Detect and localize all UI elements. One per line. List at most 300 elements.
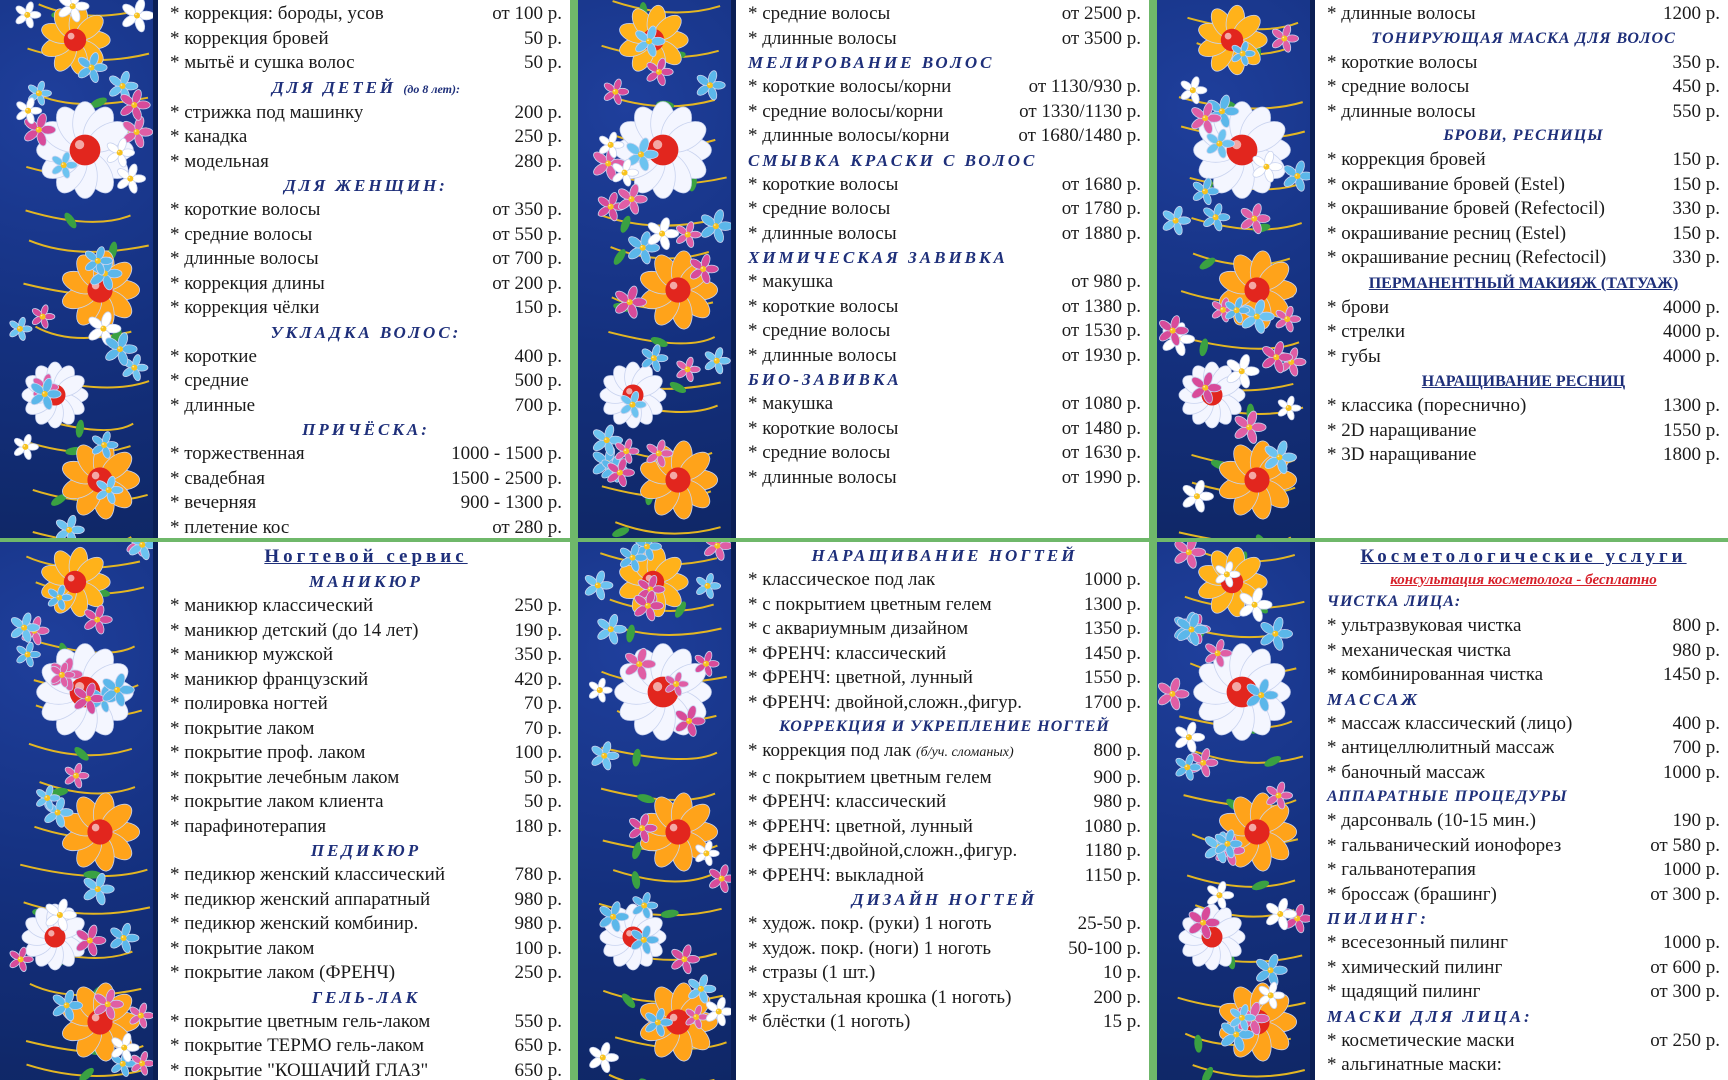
price-row bbox=[1327, 394, 1720, 419]
service-price: от 300 р. bbox=[1650, 883, 1720, 905]
service-price: от 3500 р. bbox=[1061, 27, 1141, 49]
floral-ornament-icon bbox=[0, 542, 158, 1080]
section-heading bbox=[1327, 590, 1720, 614]
section-heading bbox=[1327, 27, 1720, 51]
service-name bbox=[170, 345, 257, 370]
service-name bbox=[170, 27, 329, 52]
service-name-text: * покрытие лаком bbox=[170, 717, 315, 739]
service-name bbox=[170, 394, 255, 419]
service-name bbox=[748, 739, 1014, 766]
service-name bbox=[1327, 100, 1476, 125]
service-name bbox=[1327, 712, 1572, 737]
service-price: 1000 р. bbox=[1663, 932, 1720, 953]
service-name bbox=[748, 691, 1022, 716]
service-name-text: * полировка ногтей bbox=[170, 693, 328, 714]
service-price: 1550 р. bbox=[1663, 419, 1720, 441]
price-row bbox=[170, 1059, 562, 1080]
price-row bbox=[748, 197, 1141, 222]
service-name bbox=[748, 27, 897, 52]
service-name-text: * канадка bbox=[170, 126, 248, 147]
service-name-text: * 3D наращивание bbox=[1327, 444, 1477, 465]
service-price: 190 р. bbox=[1672, 810, 1720, 831]
service-name-text: * коррекция бровей bbox=[1327, 149, 1486, 170]
service-name bbox=[748, 466, 897, 491]
price-panel bbox=[0, 0, 570, 538]
service-name-text: * с аквариумным дизайном bbox=[748, 618, 969, 639]
price-row bbox=[748, 222, 1141, 247]
service-price: 1000 р. bbox=[1663, 761, 1720, 783]
service-name-text: * модельная bbox=[170, 150, 269, 172]
price-row bbox=[170, 594, 562, 619]
section-heading-text: МЕЛИРОВАНИЕ ВОЛОС bbox=[748, 53, 995, 72]
service-name-text: * средние волосы/корни bbox=[748, 100, 944, 122]
service-name bbox=[170, 1059, 428, 1080]
service-price: от 1680/1480 р. bbox=[1018, 125, 1141, 146]
service-name bbox=[1327, 1029, 1515, 1054]
service-name-text: * блёстки (1 ноготь) bbox=[748, 1011, 911, 1032]
service-name bbox=[170, 741, 365, 766]
service-name bbox=[1327, 345, 1381, 370]
price-row bbox=[1327, 1029, 1720, 1054]
section-heading bbox=[748, 715, 1141, 739]
service-name-text: * механическая чистка bbox=[1327, 639, 1512, 661]
floral-ornament bbox=[0, 542, 158, 1080]
section-heading-text: УКЛАДКА ВОЛОС: bbox=[270, 322, 462, 342]
service-name-text: * стразы (1 шт.) bbox=[748, 962, 876, 983]
service-name bbox=[170, 643, 333, 668]
service-price: 650 р. bbox=[514, 1059, 562, 1080]
price-row bbox=[1327, 100, 1720, 125]
service-name bbox=[748, 986, 1011, 1011]
service-name-text: * окрашивание ресниц (Refectocil) bbox=[1327, 247, 1607, 268]
service-price: 450 р. bbox=[1672, 76, 1720, 97]
floral-ornament-icon bbox=[1157, 0, 1315, 538]
price-list bbox=[158, 542, 570, 1080]
service-name bbox=[1327, 639, 1511, 664]
service-name bbox=[748, 593, 992, 618]
service-price: 100 р. bbox=[514, 937, 562, 959]
service-name-text: * педикюр женский классический bbox=[170, 864, 445, 885]
price-row bbox=[1327, 956, 1720, 981]
service-name-text: * 2D наращивание bbox=[1327, 419, 1477, 441]
service-name-text: * ФРЕНЧ: цветной, лунный bbox=[748, 815, 973, 837]
price-row bbox=[170, 247, 562, 272]
price-row bbox=[1327, 222, 1720, 247]
service-name bbox=[748, 319, 890, 344]
service-name-text: * брови bbox=[1327, 296, 1390, 318]
section-heading-text: ГЕЛЬ-ЛАК bbox=[311, 987, 421, 1007]
service-name-text: * ФРЕНЧ: цветной, лунный bbox=[748, 667, 973, 688]
service-name bbox=[1327, 956, 1502, 981]
service-name-text: * окрашивание ресниц (Estel) bbox=[1327, 222, 1567, 244]
service-name-text: * косметические маски bbox=[1327, 1029, 1515, 1051]
floral-ornament bbox=[578, 542, 736, 1080]
service-price: 420 р. bbox=[514, 668, 562, 690]
service-name bbox=[170, 888, 430, 913]
section-heading-text: НАРАЩИВАНИЕ РЕСНИЦ bbox=[1421, 373, 1626, 390]
price-row bbox=[1327, 320, 1720, 345]
service-price: 1800 р. bbox=[1663, 444, 1720, 465]
price-row bbox=[748, 912, 1141, 937]
price-row bbox=[170, 766, 562, 791]
service-name-text: * длинные волосы bbox=[1327, 100, 1476, 122]
service-name bbox=[748, 270, 833, 295]
section-heading-text: ДЛЯ ЖЕНЩИН: bbox=[284, 176, 448, 195]
section-heading bbox=[1327, 1005, 1720, 1029]
service-name-text: * дарсонваль (10-15 мин.) bbox=[1327, 810, 1537, 831]
service-name bbox=[170, 1010, 430, 1035]
service-name bbox=[748, 666, 973, 691]
service-name bbox=[748, 173, 898, 198]
section-heading bbox=[748, 544, 1141, 568]
price-row bbox=[170, 790, 562, 815]
service-price: 10 р. bbox=[1103, 962, 1141, 983]
service-name-text: * свадебная bbox=[170, 467, 265, 489]
service-name bbox=[1327, 222, 1566, 247]
service-name bbox=[1327, 75, 1469, 100]
service-price: 1180 р. bbox=[1084, 840, 1141, 861]
section-heading bbox=[748, 368, 1141, 392]
service-price: от 1480 р. bbox=[1061, 417, 1141, 439]
price-row bbox=[1327, 761, 1720, 786]
service-name bbox=[1327, 1053, 1502, 1078]
price-row bbox=[748, 124, 1141, 149]
service-name bbox=[170, 766, 399, 791]
service-name-text: * длинные волосы bbox=[748, 466, 897, 488]
price-row bbox=[170, 643, 562, 668]
price-row bbox=[748, 466, 1141, 491]
service-name-text: * гальванотерапия bbox=[1327, 859, 1476, 880]
service-price: 280 р. bbox=[514, 150, 562, 172]
price-row bbox=[170, 619, 562, 644]
service-name bbox=[1327, 148, 1486, 173]
section-heading-text: ТОНИРУЮЩАЯ МАСКА ДЛЯ ВОЛОС bbox=[1371, 29, 1676, 47]
service-name bbox=[748, 295, 898, 320]
price-row bbox=[170, 51, 562, 76]
service-name bbox=[1327, 931, 1508, 956]
service-name bbox=[748, 912, 992, 937]
section-heading bbox=[1327, 369, 1720, 394]
service-price: 1500 - 2500 р. bbox=[451, 467, 562, 489]
section-heading-text: ПЕРМАНЕНТНЫЙ МАКИЯЖ (ТАТУАЖ) bbox=[1368, 274, 1679, 292]
section-heading bbox=[1327, 907, 1720, 931]
service-name bbox=[170, 2, 384, 27]
service-price: 1550 р. bbox=[1084, 667, 1141, 688]
service-price: от 280 р. bbox=[492, 516, 562, 538]
service-price: 900 - 1300 р. bbox=[460, 492, 562, 513]
service-name-text: * маникюр классический bbox=[170, 595, 374, 616]
price-row bbox=[1327, 712, 1720, 737]
service-name-text: * окрашивание бровей (Estel) bbox=[1327, 173, 1565, 195]
price-row bbox=[170, 717, 562, 742]
service-name bbox=[1327, 320, 1405, 345]
price-row bbox=[748, 961, 1141, 986]
price-row bbox=[748, 986, 1141, 1011]
section-heading-text: ХИМИЧЕСКАЯ ЗАВИВКА bbox=[748, 248, 1008, 267]
service-price: от 1680 р. bbox=[1061, 173, 1141, 195]
service-name-text: * маникюр французский bbox=[170, 668, 369, 690]
section-heading bbox=[748, 149, 1141, 173]
service-name-text: * длинные волосы bbox=[748, 344, 897, 366]
price-row bbox=[748, 75, 1141, 100]
service-price: 150 р. bbox=[1672, 173, 1720, 195]
service-name bbox=[748, 222, 897, 247]
service-name bbox=[748, 75, 951, 100]
section-heading bbox=[748, 51, 1141, 75]
service-price: 150 р. bbox=[1672, 149, 1720, 170]
price-panel bbox=[578, 0, 1149, 538]
price-row bbox=[748, 937, 1141, 962]
service-price: 650 р. bbox=[514, 1035, 562, 1056]
service-name bbox=[748, 441, 890, 466]
service-name-text: * окрашивание бровей (Refectocil) bbox=[1327, 198, 1605, 219]
service-name bbox=[170, 369, 249, 394]
price-row bbox=[748, 1010, 1141, 1035]
service-name-text: * химический пилинг bbox=[1327, 956, 1503, 978]
service-price: 50 р. bbox=[524, 791, 562, 812]
panel-subtitle: консультация косметолога - бесплатно bbox=[1390, 572, 1657, 588]
service-price: 1000 р. bbox=[1663, 859, 1720, 880]
price-row bbox=[1327, 419, 1720, 444]
service-name bbox=[170, 442, 305, 467]
service-name-text: * коррекция под лак bbox=[748, 740, 912, 761]
service-name-text: * средние волосы bbox=[170, 223, 313, 245]
price-row bbox=[748, 417, 1141, 442]
section-heading-text: МАНИКЮР bbox=[309, 572, 423, 591]
price-row bbox=[170, 125, 562, 150]
service-name bbox=[748, 100, 943, 125]
price-row bbox=[170, 863, 562, 888]
service-name bbox=[170, 1034, 424, 1059]
service-name bbox=[748, 617, 968, 642]
section-heading bbox=[1327, 124, 1720, 148]
price-row bbox=[748, 642, 1141, 667]
price-row bbox=[1327, 1053, 1720, 1078]
service-price: от 2500 р. bbox=[1061, 3, 1141, 24]
price-row bbox=[748, 392, 1141, 417]
service-name bbox=[748, 766, 992, 791]
service-name bbox=[1327, 614, 1521, 639]
price-row bbox=[1327, 736, 1720, 761]
service-name bbox=[748, 815, 973, 840]
price-row bbox=[1327, 345, 1720, 370]
service-name-text: * плетение кос bbox=[170, 516, 290, 538]
price-row bbox=[748, 2, 1141, 27]
service-price: 70 р. bbox=[524, 693, 562, 714]
section-heading bbox=[170, 418, 562, 442]
service-name-text: * макушка bbox=[748, 393, 834, 414]
service-name-text: * гальванический ионофорез bbox=[1327, 834, 1562, 856]
price-row bbox=[1327, 148, 1720, 173]
service-price: от 1630 р. bbox=[1061, 442, 1141, 463]
price-row bbox=[170, 888, 562, 913]
service-name bbox=[1327, 809, 1536, 834]
price-row bbox=[170, 369, 562, 394]
price-list bbox=[1315, 0, 1728, 538]
service-name bbox=[748, 392, 833, 417]
service-name-text: * маникюр детский (до 14 лет) bbox=[170, 619, 419, 641]
service-name-text: * ФРЕНЧ: двойной,сложн.,фигур. bbox=[748, 691, 1023, 713]
service-name-text: * макушка bbox=[748, 271, 834, 292]
service-price: от 600 р. bbox=[1650, 956, 1720, 978]
service-name bbox=[748, 937, 991, 962]
service-name-text: * маникюр мужской bbox=[170, 644, 334, 665]
price-row bbox=[170, 394, 562, 419]
price-row bbox=[170, 815, 562, 840]
service-name-text: * торжественная bbox=[170, 443, 305, 464]
service-name bbox=[1327, 173, 1565, 198]
section-heading-text: БРОВИ, РЕСНИЦЫ bbox=[1443, 127, 1604, 144]
service-price: 1700 р. bbox=[1084, 691, 1141, 713]
service-price: 150 р. bbox=[1672, 222, 1720, 244]
section-heading-text: КОРРЕКЦИЯ И УКРЕПЛЕНИЕ НОГТЕЙ bbox=[779, 718, 1110, 735]
service-name bbox=[170, 101, 363, 126]
service-name bbox=[748, 124, 949, 149]
service-price: 180 р. bbox=[514, 815, 562, 837]
price-row bbox=[748, 766, 1141, 791]
service-name-text: * средние bbox=[170, 370, 249, 391]
service-price: от 700 р. bbox=[492, 248, 562, 269]
service-price: 15 р. bbox=[1103, 1011, 1141, 1032]
price-row bbox=[1327, 246, 1720, 271]
service-name bbox=[748, 2, 890, 27]
service-name-text: * педикюр женский аппаратный bbox=[170, 888, 431, 910]
service-name bbox=[170, 516, 289, 539]
price-row bbox=[748, 593, 1141, 618]
service-price: 980 р. bbox=[1093, 791, 1141, 812]
floral-ornament bbox=[1157, 0, 1315, 538]
service-name bbox=[748, 417, 898, 442]
service-price: 400 р. bbox=[514, 345, 562, 367]
price-row bbox=[170, 198, 562, 223]
service-name-text: * вечерняя bbox=[170, 492, 257, 513]
service-price: 980 р. bbox=[514, 888, 562, 910]
service-price: от 550 р. bbox=[492, 223, 562, 245]
service-price: 350 р. bbox=[514, 644, 562, 665]
section-heading-note: (до 8 лет): bbox=[403, 81, 460, 96]
service-name-text: * антицеллюлитный массаж bbox=[1327, 737, 1555, 758]
service-price: 1450 р. bbox=[1663, 664, 1720, 685]
price-row bbox=[170, 101, 562, 126]
service-name bbox=[748, 344, 897, 369]
service-name bbox=[748, 197, 890, 222]
service-name bbox=[170, 619, 419, 644]
service-name bbox=[1327, 2, 1476, 27]
section-heading bbox=[170, 570, 562, 594]
section-heading-text: СМЫВКА КРАСКИ С ВОЛОС bbox=[748, 150, 1038, 170]
price-row bbox=[170, 668, 562, 693]
service-price: от 1530 р. bbox=[1061, 320, 1141, 341]
service-price: 550 р. bbox=[514, 1010, 562, 1032]
price-row bbox=[1327, 809, 1720, 834]
service-price: 700 р. bbox=[514, 394, 562, 416]
service-name-text: * средние волосы bbox=[748, 198, 891, 219]
service-name-text: * губы bbox=[1327, 345, 1381, 367]
service-price: от 200 р. bbox=[492, 272, 562, 294]
section-heading bbox=[170, 839, 562, 863]
service-price: 150 р. bbox=[514, 297, 562, 318]
price-row bbox=[1327, 173, 1720, 198]
service-name bbox=[170, 296, 319, 321]
service-name bbox=[1327, 858, 1476, 883]
price-row bbox=[170, 150, 562, 175]
service-price: 980 р. bbox=[1672, 639, 1720, 661]
price-row bbox=[748, 815, 1141, 840]
price-row bbox=[170, 1010, 562, 1035]
price-row bbox=[748, 295, 1141, 320]
price-row bbox=[748, 344, 1141, 369]
service-price: 780 р. bbox=[514, 864, 562, 885]
service-name bbox=[170, 150, 269, 175]
service-name-text: * комбинированная чистка bbox=[1327, 664, 1544, 685]
service-name-text: * длинные волосы bbox=[170, 248, 319, 269]
price-row bbox=[1327, 834, 1720, 859]
price-row bbox=[748, 568, 1141, 593]
price-row bbox=[748, 270, 1141, 295]
price-row bbox=[1327, 931, 1720, 956]
price-row bbox=[170, 491, 562, 516]
service-name bbox=[170, 668, 368, 693]
service-name-text: * ФРЕНЧ: классический bbox=[748, 791, 947, 812]
service-name bbox=[170, 912, 418, 937]
service-price: 800 р. bbox=[1672, 615, 1720, 636]
service-name-text: * худож. покр. (ноги) 1 ноготь bbox=[748, 937, 992, 959]
price-row bbox=[170, 467, 562, 492]
price-row bbox=[1327, 614, 1720, 639]
service-price: от 350 р. bbox=[492, 199, 562, 220]
service-name-text: * длинные волосы bbox=[748, 27, 897, 49]
service-price: 4000 р. bbox=[1663, 345, 1720, 367]
price-list bbox=[736, 0, 1149, 538]
service-name bbox=[1327, 834, 1561, 859]
section-heading-text: ПЕДИКЮР bbox=[310, 841, 422, 860]
service-name-text: * покрытие "КОШАЧИЙ ГЛАЗ" bbox=[170, 1059, 429, 1080]
service-price: 330 р. bbox=[1672, 198, 1720, 219]
service-name-text: * ФРЕНЧ:двойной,сложн.,фигур. bbox=[748, 840, 1018, 861]
price-row bbox=[170, 741, 562, 766]
service-name bbox=[1327, 663, 1543, 688]
service-name bbox=[170, 692, 328, 717]
service-name bbox=[170, 815, 326, 840]
service-name bbox=[170, 467, 265, 492]
section-heading bbox=[748, 888, 1141, 912]
price-row bbox=[748, 864, 1141, 889]
panel-title: Косметологические услуги bbox=[1360, 546, 1687, 567]
price-row bbox=[170, 272, 562, 297]
service-price: от 1130/930 р. bbox=[1028, 76, 1141, 97]
price-list bbox=[736, 542, 1149, 1080]
service-price: 1450 р. bbox=[1084, 642, 1141, 664]
service-price: 1000 р. bbox=[1084, 569, 1141, 590]
service-name-text: * покрытие лаком (ФРЕНЧ) bbox=[170, 962, 396, 983]
service-name bbox=[748, 839, 1017, 864]
service-name bbox=[170, 51, 355, 76]
price-panel bbox=[1157, 0, 1728, 538]
service-price: 1300 р. bbox=[1663, 395, 1720, 416]
service-name bbox=[170, 272, 325, 297]
section-heading bbox=[170, 321, 562, 345]
service-name bbox=[1327, 736, 1554, 761]
service-name bbox=[170, 790, 384, 815]
price-panel bbox=[578, 542, 1149, 1080]
service-name-text: * коррекция: бороды, усов bbox=[170, 3, 384, 24]
section-heading-text: БИО-ЗАВИВКА bbox=[748, 370, 902, 389]
section-heading bbox=[1327, 271, 1720, 296]
service-price: 800 р. bbox=[1093, 740, 1141, 761]
service-name-text: * длинные волосы bbox=[1327, 3, 1476, 24]
service-price: 70 р. bbox=[524, 717, 562, 739]
service-price: 1300 р. bbox=[1084, 593, 1141, 615]
